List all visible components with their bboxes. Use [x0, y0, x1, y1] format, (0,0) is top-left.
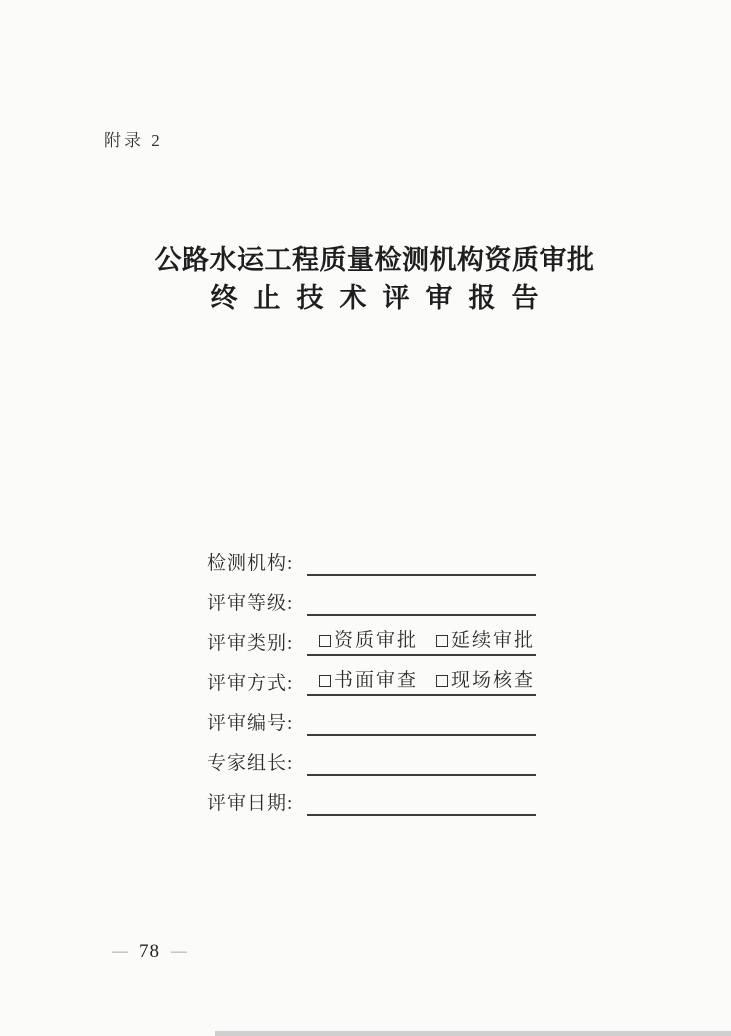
page-number-left-dash: —: [112, 943, 128, 960]
page-number: 78: [139, 941, 160, 962]
checkbox-icon: [436, 635, 448, 647]
field-blank-line: [307, 789, 536, 816]
title-line-1: 公路水运工程质量检测机构资质审批: [154, 245, 595, 275]
field-blank-line: [307, 709, 536, 736]
option-written-review: [319, 669, 418, 693]
option-label: 书面审查: [334, 670, 419, 691]
form-row-review-category: [207, 616, 536, 656]
field-label: 评审类别:: [207, 633, 294, 654]
page-number-footer: [112, 941, 187, 963]
document-title: [9, 241, 731, 317]
scan-edge-shadow: [215, 1031, 731, 1036]
checkbox-icon: [319, 675, 331, 687]
form-row-review-date: [207, 776, 536, 816]
field-label: 检测机构:: [207, 553, 294, 574]
appendix-label: 附录 2: [104, 131, 163, 150]
option-onsite-verification: [436, 669, 535, 693]
option-label: 现场核查: [450, 670, 535, 691]
form-row-review-number: [207, 696, 536, 736]
field-options-line: [307, 629, 536, 656]
form-row-expert-group-leader: [207, 736, 536, 776]
checkbox-icon: [436, 675, 448, 687]
field-label: 评审日期:: [207, 793, 294, 814]
title-line-2: 终止技术评审报告: [210, 283, 555, 313]
option-label: 延续审批: [450, 630, 535, 651]
field-options-line: [307, 669, 536, 696]
form-row-review-level: [207, 576, 536, 616]
field-blank-line: [307, 589, 536, 616]
form-row-review-method: [207, 656, 536, 696]
option-qualification-approval: [319, 629, 418, 653]
page-number-right-dash: —: [171, 943, 187, 960]
field-label: 评审编号:: [207, 713, 294, 734]
field-label: 评审等级:: [207, 593, 294, 614]
field-blank-line: [307, 749, 536, 776]
option-continuation-approval: [436, 629, 535, 653]
field-blank-line: [307, 549, 536, 576]
field-label: 专家组长:: [207, 753, 294, 774]
cover-form: [207, 536, 536, 816]
checkbox-icon: [319, 635, 331, 647]
field-label: 评审方式:: [207, 673, 294, 694]
option-label: 资质审批: [334, 630, 419, 651]
form-row-testing-institution: [207, 536, 536, 576]
